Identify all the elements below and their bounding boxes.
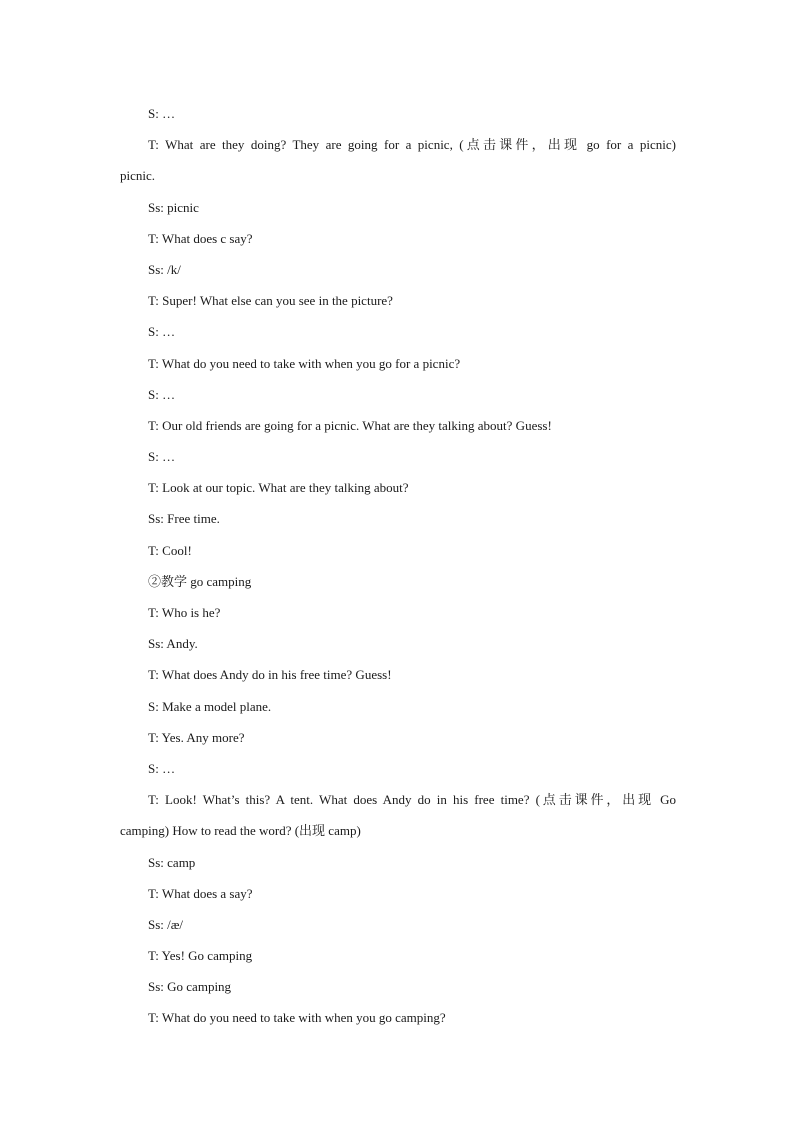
dialogue-line: Ss: Free time.	[148, 511, 220, 527]
document-body	[120, 100, 676, 1036]
dialogue-line: S: …	[148, 106, 176, 121]
dialogue-line: T: Who is he?	[148, 605, 221, 620]
dialogue-line: Ss: picnic	[148, 199, 199, 215]
dialogue-line: Ss: Andy.	[148, 636, 198, 652]
dialogue-line: T: What do you need to take with when you go for a picnic?	[148, 355, 461, 371]
dialogue-line: T: Yes! Go camping	[148, 948, 253, 964]
dialogue-line: T: Yes. Any more?	[148, 729, 245, 745]
dialogue-line: T: Look at our topic. What are they talking about?	[148, 480, 409, 496]
dialogue-line: S: …	[148, 324, 176, 340]
dialogue-line-continuation: camping) How to read the word? (出现 camp)	[120, 823, 361, 839]
dialogue-line: Ss: /k/	[148, 261, 181, 277]
dialogue-line: T: Look! What’s this? A tent. What does Andy do in his free time? (点击课件，出现 Go	[148, 792, 676, 808]
dialogue-line: Ss: /æ/	[148, 916, 184, 932]
dialogue-line: Ss: camp	[148, 854, 196, 870]
dialogue-line: Ss: Go camping	[148, 979, 232, 995]
section-heading: ②教学 go camping	[148, 573, 252, 589]
dialogue-line: T: What do you need to take with when you go camping?	[148, 1010, 446, 1026]
dialogue-line: T: Cool!	[148, 542, 192, 558]
dialogue-line: T: What does a say?	[148, 885, 253, 901]
dialogue-line: S: …	[148, 449, 176, 465]
dialogue-line: T: Super! What else can you see in the picture?	[148, 293, 393, 309]
dialogue-line: T: What does c say?	[148, 230, 253, 246]
dialogue-line: T: Our old friends are going for a picnic. What are they talking about? Guess!	[148, 417, 552, 433]
dialogue-line: S: …	[148, 386, 176, 402]
dialogue-line: S: …	[148, 760, 176, 776]
dialogue-line: T: What are they doing? They are going for a picnic, (点击课件，出现 go for a picnic)	[148, 137, 676, 153]
dialogue-line-continuation: picnic.	[120, 168, 156, 184]
dialogue-line: S: Make a model plane.	[148, 698, 272, 714]
dialogue-line: T: What does Andy do in his free time? Guess!	[148, 667, 392, 683]
